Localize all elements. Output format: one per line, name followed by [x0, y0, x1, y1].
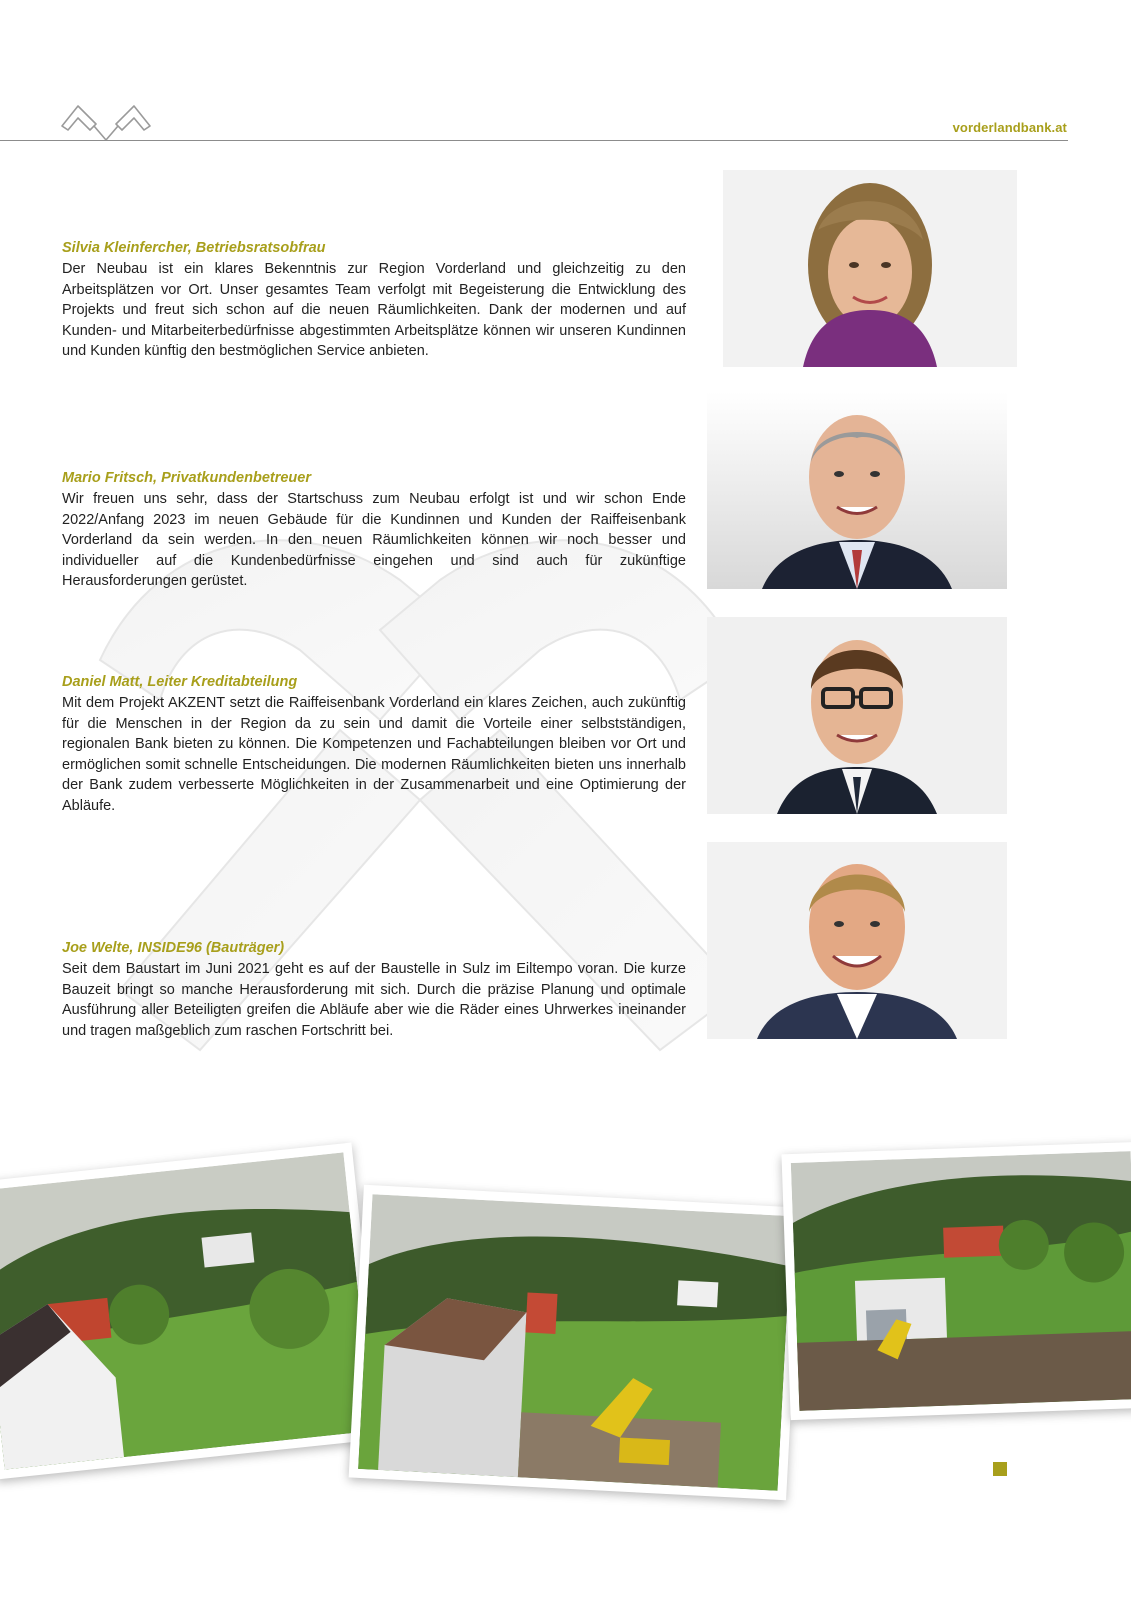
- statement-kleinfercher: [62, 238, 686, 362]
- construction-photo-left: [0, 1143, 383, 1480]
- raiffeisen-gable-logo-icon: [56, 96, 156, 146]
- accent-square-icon: [993, 1462, 1007, 1476]
- statement-author: Silvia Kleinfercher, Betriebsratsobfrau: [62, 240, 326, 256]
- portrait-matt: [707, 617, 1007, 814]
- statement-text: Der Neubau ist ein klares Bekenntnis zur Region Vorderland und gleichzeitig zu den Arbeitsplätzen vor Ort. Unser gesamtes Team verfolgt mit Begeisterung die Entwicklung des Projekts und freut sich schon auf die neuen Räumlichkeiten. Dank der modernen und auf Kunden- und Mitarbeiterbedürfnisse abgestimmten Arbeitsplätze können wir unseren Kundinnen und Kunden künftig den bestmöglichen Service anbieten.: [62, 261, 686, 360]
- portrait-welte: [707, 842, 1007, 1039]
- portrait-kleinfercher: [723, 170, 1017, 367]
- portrait-fritsch: [707, 392, 1007, 589]
- header-rule: [0, 140, 1068, 141]
- statement-author: Joe Welte, INSIDE96 (Bauträger): [62, 940, 285, 956]
- statement-text: Seit dem Baustart im Juni 2021 geht es auf der Baustelle in Sulz im Eiltempo voran. Die kurze Bauzeit bringt so manche Herausforderung mit sich. Durch die präzise Planung und optimale Ausführung aller Beteiligten greifen die Abläufe aber wie die Räder eines Uhrwerkes ineinander und tragen maßgeblich zum raschen Fortschritt bei.: [62, 961, 686, 1039]
- statement-welte: [62, 938, 686, 1041]
- statement-text: Wir freuen uns sehr, dass der Startschuss zum Neubau erfolgt ist und wir schon Ende 2022/Anfang 2023 im neuen Gebäude für die Kundinnen und Kunden der Raiffeisenbank Vorderland da sein werden. In den neuen Räumlichkeiten können wir noch besser und individueller auf die Kundenbedürfnisse eingehen und sind auch für zukünftige Herausforderungen gerüstet.: [62, 491, 686, 590]
- statement-text: Mit dem Projekt AKZENT setzt die Raiffeisenbank Vorderland ein klares Zeichen, auch zukünftig für die Menschen in der Region da zu sein und damit die Vorteile einer selbstständigen, regionalen Bank bieten zu können. Die Kompetenzen und Fachabteilungen bleiben vor Ort und ermöglichen somit schnelle Entscheidungen. Die modernen Räumlichkeiten bieten uns innerhalb der Bank zudem verbesserte Möglichkeiten in der Zusammenarbeit und eine Optimierung der Abläufe.: [62, 695, 686, 814]
- construction-photo-right: [781, 1142, 1131, 1420]
- statement-author: Daniel Matt, Leiter Kreditabteilung: [62, 674, 298, 690]
- statement-author: Mario Fritsch, Privatkundenbetreuer: [62, 470, 311, 486]
- construction-photo-middle: [349, 1185, 802, 1501]
- statement-matt: [62, 672, 686, 817]
- statement-fritsch: [62, 468, 686, 592]
- site-url[interactable]: vorderlandbank.at: [952, 120, 1067, 135]
